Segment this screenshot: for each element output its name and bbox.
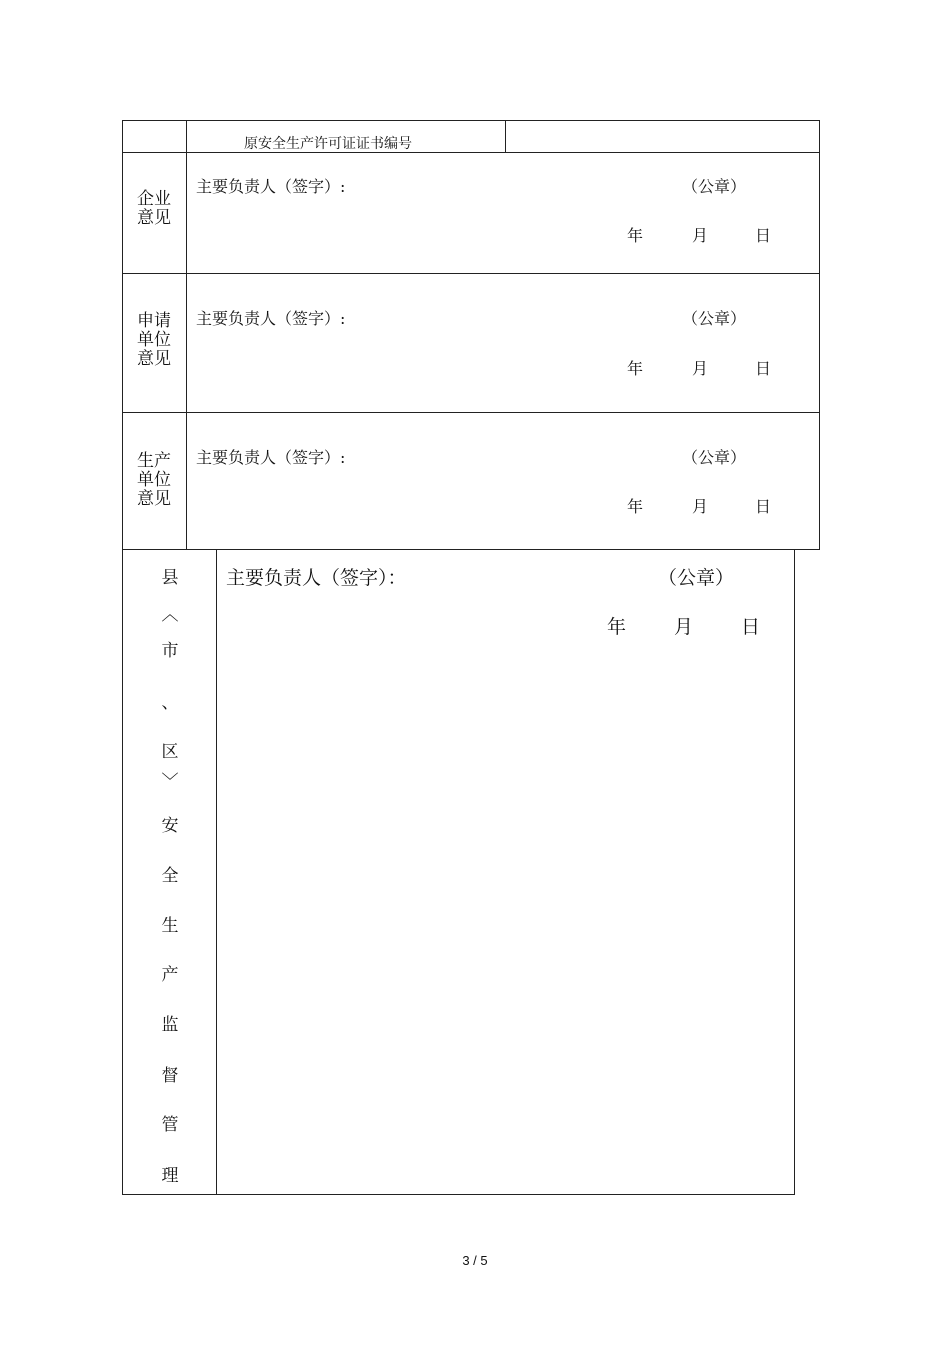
table-top-border [122, 120, 819, 121]
seal-label: （公章） [682, 448, 747, 467]
section-2-bottom [122, 412, 819, 413]
county-label-char: 生 [161, 916, 179, 936]
certificate-number-label: 原安全生产许可证证书编号 [244, 136, 412, 152]
section-1-bottom [122, 273, 819, 274]
county-label-char: 安 [161, 816, 179, 836]
date-day: 日 [741, 616, 761, 638]
table-right-border [819, 120, 820, 550]
county-label-char: 产 [161, 965, 179, 985]
county-label-char: ︿ [161, 605, 179, 625]
county-label-char: 督 [161, 1066, 179, 1086]
date-month: 月 [692, 359, 709, 378]
section-label-line: 单位 [137, 470, 171, 490]
section-label-line: 单位 [137, 330, 171, 350]
certificate-number-field[interactable] [510, 126, 810, 148]
county-label-char: 区 [161, 742, 179, 762]
section-label-applicant [134, 312, 174, 369]
signer-label: 主要负责人（签字）: [196, 448, 346, 467]
county-bottom-border [122, 1194, 795, 1195]
section-label-line: 意见 [137, 489, 171, 509]
date-month: 月 [692, 497, 709, 516]
date-year: 年 [627, 226, 644, 245]
county-left-border [122, 549, 123, 1195]
date-year: 年 [607, 616, 627, 638]
county-label-divider [216, 549, 217, 1195]
date-month: 月 [674, 616, 694, 638]
county-label-char: 市 [161, 641, 179, 661]
date-month: 月 [692, 226, 709, 245]
table-left-border [122, 120, 123, 550]
section-label-line: 意见 [137, 349, 171, 369]
date-day: 日 [755, 226, 772, 245]
section-label-producer [134, 452, 174, 509]
section-label-line: 申请 [137, 311, 171, 331]
date-year: 年 [627, 497, 644, 516]
seal-label: （公章） [658, 567, 735, 589]
section-label-line: 意见 [137, 208, 171, 228]
page-number: 3 / 5 [462, 1253, 488, 1268]
header-value-divider [505, 120, 506, 152]
signer-label: 主要负责人（签字）: [196, 309, 346, 328]
label-column-divider [186, 120, 187, 550]
county-label-char: 理 [161, 1166, 179, 1186]
county-label-char: 县 [161, 568, 179, 588]
seal-label: （公章） [682, 309, 747, 328]
section-3-bottom [122, 549, 819, 550]
section-label-line: 生产 [137, 451, 171, 471]
date-day: 日 [755, 497, 772, 516]
section-label-enterprise [134, 190, 174, 228]
county-label-char: 、 [161, 693, 179, 713]
date-year: 年 [627, 359, 644, 378]
section-label-line: 企业 [137, 189, 171, 209]
county-label-char: ﹀ [161, 772, 179, 792]
signer-label: 主要负责人（签字）： [226, 567, 407, 589]
signer-label: 主要负责人（签字）: [196, 177, 346, 196]
date-day: 日 [755, 359, 772, 378]
county-label-char: 管 [161, 1115, 179, 1135]
county-label-char: 全 [161, 866, 179, 886]
seal-label: （公章） [682, 177, 747, 196]
header-row-bottom [122, 152, 819, 153]
county-right-border [794, 549, 795, 1195]
county-label-char: 监 [161, 1015, 179, 1035]
